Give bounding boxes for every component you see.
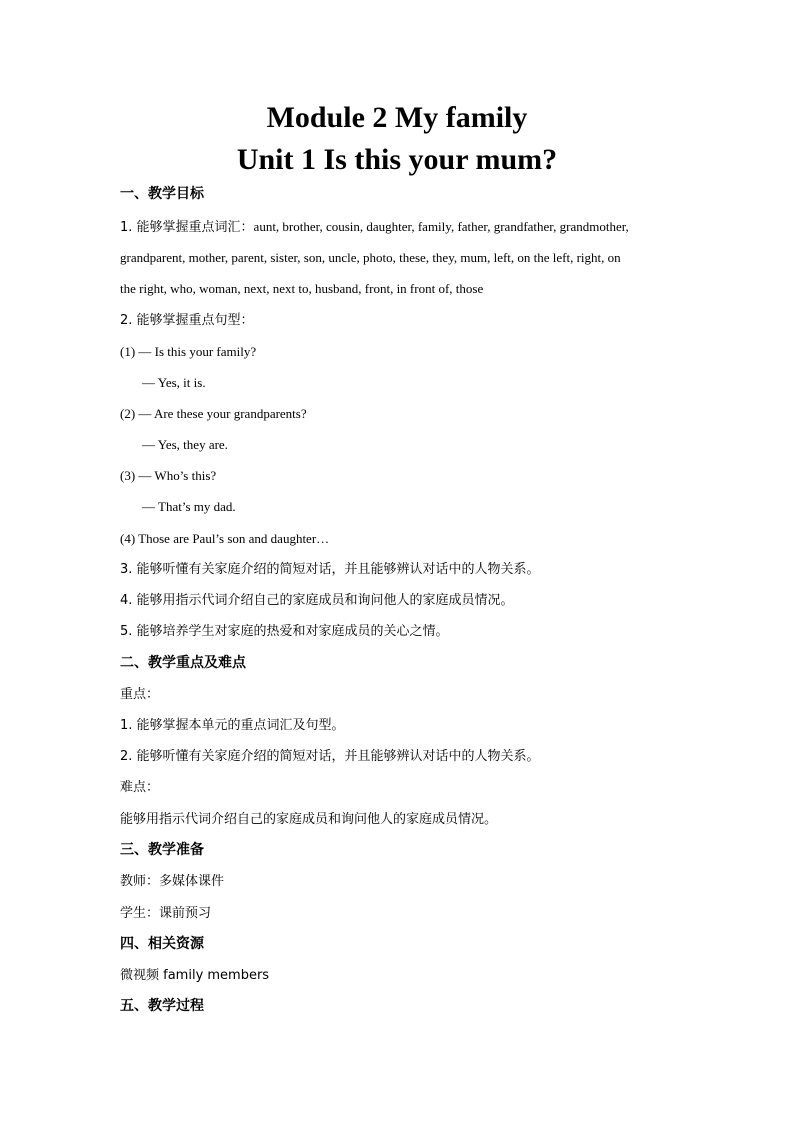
section4-heading: 四、相关资源 <box>120 936 204 952</box>
module-title: Module 2 My family <box>266 101 528 134</box>
dialogue-2-answer: — Yes, they are. <box>142 437 228 452</box>
section5-heading: 五、教学过程 <box>120 998 204 1014</box>
dialogue-3-answer: — That’s my dad. <box>142 499 236 514</box>
key-point-1: 1. 能够掌握本单元的重点词汇及句型。 <box>120 718 345 733</box>
dialogue-1-answer: — Yes, it is. <box>142 375 206 390</box>
section1-heading: 一、教学目标 <box>120 186 204 202</box>
objective-1-prefix: 1. 能够掌握重点词汇： <box>120 220 254 235</box>
dialogue-3-question: (3) — Who’s this? <box>120 468 217 483</box>
teacher-prep: 教师：多媒体课件 <box>120 874 225 889</box>
student-prep: 学生：课前预习 <box>120 906 212 921</box>
difficulty-label: 难点： <box>120 780 160 795</box>
dialogue-1-question: (1) — Is this your family? <box>120 344 257 359</box>
objective-3: 3. 能够听懂有关家庭介绍的简短对话，并且能够辨认对话中的人物关系。 <box>120 562 540 577</box>
section2-heading: 二、教学重点及难点 <box>120 655 246 671</box>
objective-5: 5. 能够培养学生对家庭的热爱和对家庭成员的关心之情。 <box>120 624 449 639</box>
difficulty-1: 能够用指示代词介绍自己的家庭成员和询问他人的家庭成员情况。 <box>120 812 498 827</box>
vocab-row-3: the right, who, woman, next, next to, husband, front, in front of, those <box>120 281 484 296</box>
unit-title: Unit 1 Is this your mum? <box>236 143 558 176</box>
objective-1 <box>120 218 629 236</box>
vocab-row-1: aunt, brother, cousin, daughter, family, father, grandfather, grandmother, <box>253 219 629 234</box>
sentence-4: (4) Those are Paul’s son and daughter… <box>120 531 330 546</box>
key-point-2: 2. 能够听懂有关家庭介绍的简短对话，并且能够辨认对话中的人物关系。 <box>120 749 540 764</box>
objective-4: 4. 能够用指示代词介绍自己的家庭成员和询问他人的家庭成员情况。 <box>120 593 514 608</box>
resource-item: 微视频 family members <box>120 968 270 983</box>
key-points-label: 重点： <box>120 687 160 702</box>
dialogue-2-question: (2) — Are these your grandparents? <box>120 406 307 421</box>
section3-heading: 三、教学准备 <box>120 842 204 858</box>
vocab-row-2: grandparent, mother, parent, sister, son, uncle, photo, these, they, mum, left, on the left, right, on <box>120 250 621 265</box>
objective-2: 2. 能够掌握重点句型： <box>120 313 254 328</box>
